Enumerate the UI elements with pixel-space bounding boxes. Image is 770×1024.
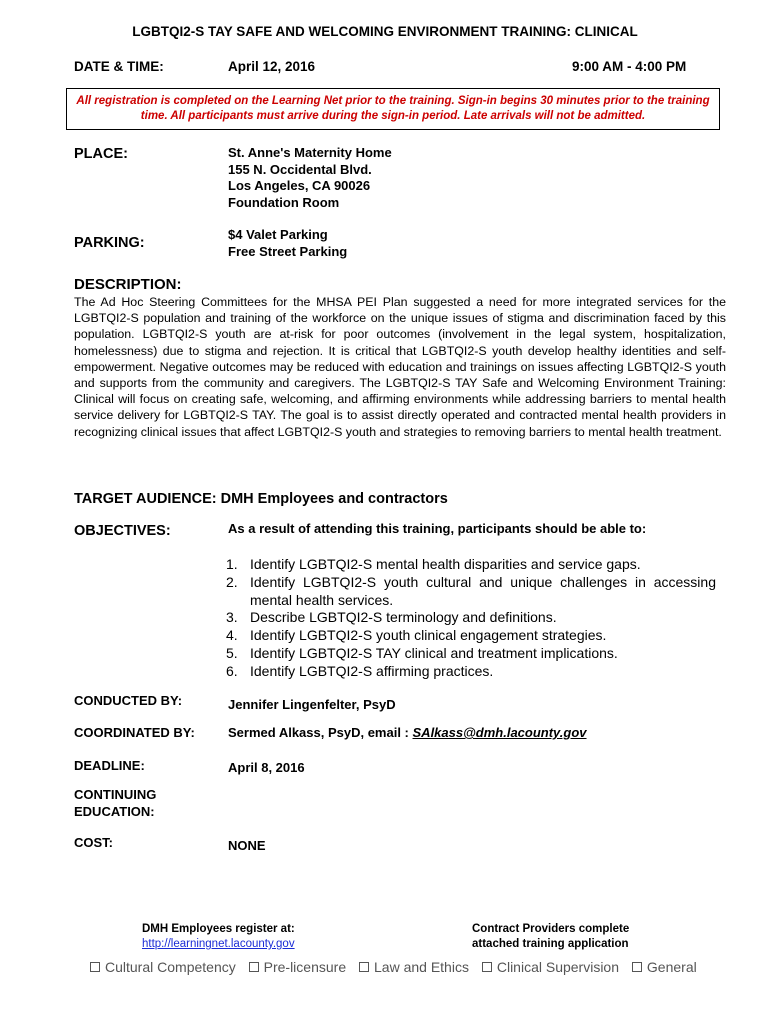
ce-categories: [90, 959, 706, 975]
cost-label: COST:: [74, 835, 113, 850]
deadline-label: DEADLINE:: [74, 758, 145, 773]
objectives-list: [226, 556, 716, 681]
list-item: 5. Identify LGBTQI2-S TAY clinical and treatment implications.: [226, 644, 618, 661]
description-heading: DESCRIPTION:: [74, 276, 182, 293]
place-line: St. Anne's Maternity Home: [228, 145, 392, 160]
conducted-by-value: Jennifer Lingenfelter, PsyD: [228, 697, 396, 712]
coordinator-email-link[interactable]: SAlkass@dmh.lacounty.gov: [412, 725, 587, 740]
place-line: Los Angeles, CA 90026: [228, 178, 371, 193]
list-item: 4. Identify LGBTQI2-S youth clinical engagement strategies.: [226, 627, 607, 644]
place-line: 155 N. Occidental Blvd.: [228, 161, 372, 177]
category-pre-licensure[interactable]: Pre-licensure: [249, 959, 346, 975]
list-item: 6. Identify LGBTQI2-S affirming practices.: [226, 662, 494, 679]
objectives-intro: As a result of attending this training, participants should be able to:: [228, 521, 647, 536]
dmh-register-label: DMH Employees register at:: [142, 923, 295, 935]
page-title: LGBTQI2-S TAY SAFE AND WELCOMING ENVIRONMENT TRAINING: CLINICAL: [132, 24, 638, 39]
category-cultural-competency[interactable]: Cultural Competency: [90, 959, 236, 975]
coordinated-by-value: Sermed Alkass, PsyD, email : SAlkass@dmh.lacounty.gov: [228, 725, 587, 740]
dmh-registration: [142, 922, 295, 952]
cost-value: NONE: [228, 838, 266, 853]
training-date: April 12, 2016: [228, 59, 316, 74]
checkbox-icon[interactable]: [482, 962, 492, 972]
deadline-value: April 8, 2016: [228, 760, 305, 775]
date-time-label: DATE & TIME:: [74, 59, 164, 74]
contract-providers-note: Contract Providers complete attached training application: [472, 923, 630, 950]
list-item: 2. Identify LGBTQI2-S youth cultural and unique challenges in accessing mental health services.: [226, 573, 716, 608]
parking-line: Free Street Parking: [228, 243, 348, 259]
objectives-label: OBJECTIVES:: [74, 523, 171, 539]
parking-line: $4 Valet Parking: [228, 227, 328, 242]
category-general[interactable]: General: [632, 959, 697, 975]
checkbox-icon[interactable]: [632, 962, 642, 972]
continuing-education-label: CONTINUING EDUCATION:: [74, 787, 157, 819]
place-line: Foundation Room: [228, 194, 340, 210]
training-time: 9:00 AM - 4:00 PM: [572, 59, 687, 74]
learningnet-link[interactable]: http://learningnet.lacounty.gov: [142, 938, 295, 950]
parking-label: PARKING:: [74, 235, 145, 251]
registration-notice: All registration is completed on the Learning Net prior to the training. Sign-in begins 30 minutes prior to the training time. All participants must arrive during the sign-in period. Late arrivals will not be admitted.: [66, 88, 720, 130]
checkbox-icon[interactable]: [359, 962, 369, 972]
list-item: 3. Describe LGBTQI2-S terminology and definitions.: [226, 609, 557, 626]
description-text: The Ad Hoc Steering Committees for the MHSA PEI Plan suggested a need for more integrated services for the LGBTQI2-S population and training of the workforce on the unique issues of stigma and discrimination faced by this population. LGBTQI2-S youth are at-risk for poor outcomes (involvement in the legal system, hospitalization, homelessness) due to stigma and rejection. It is critical that LGBTQI2-S youth develop healthy identities and self-empowerment. Negative outcomes may be reduced with education and trainings on issues affecting LGBTQI2-S youth and supports from the community and caregivers. The LGBTQI2-S TAY Safe and Welcoming Environment Training: Clinical will focus on creating safe, welcoming, and affirming environments while addressing barriers to mental health service delivery for LGBTQI2-S TAY. The goal is to assist directly operated and contracted mental health providers in recognizing clinical issues that affect LGBTQI2-S youth and strategies to removing barriers to mental health treatment.: [74, 295, 726, 439]
checkbox-icon[interactable]: [249, 962, 259, 972]
parking-info: [228, 227, 347, 260]
category-clinical-supervision[interactable]: Clinical Supervision: [482, 959, 619, 975]
place-address: [228, 145, 392, 211]
target-audience: TARGET AUDIENCE: DMH Employees and contractors: [74, 491, 448, 507]
category-law-and-ethics[interactable]: Law and Ethics: [359, 959, 469, 975]
checkbox-icon[interactable]: [90, 962, 100, 972]
place-label: PLACE:: [74, 146, 128, 162]
coordinated-by-label: COORDINATED BY:: [74, 725, 195, 740]
list-item: 1. Identify LGBTQI2-S mental health disparities and service gaps.: [226, 556, 641, 572]
conducted-by-label: CONDUCTED BY:: [74, 693, 183, 708]
